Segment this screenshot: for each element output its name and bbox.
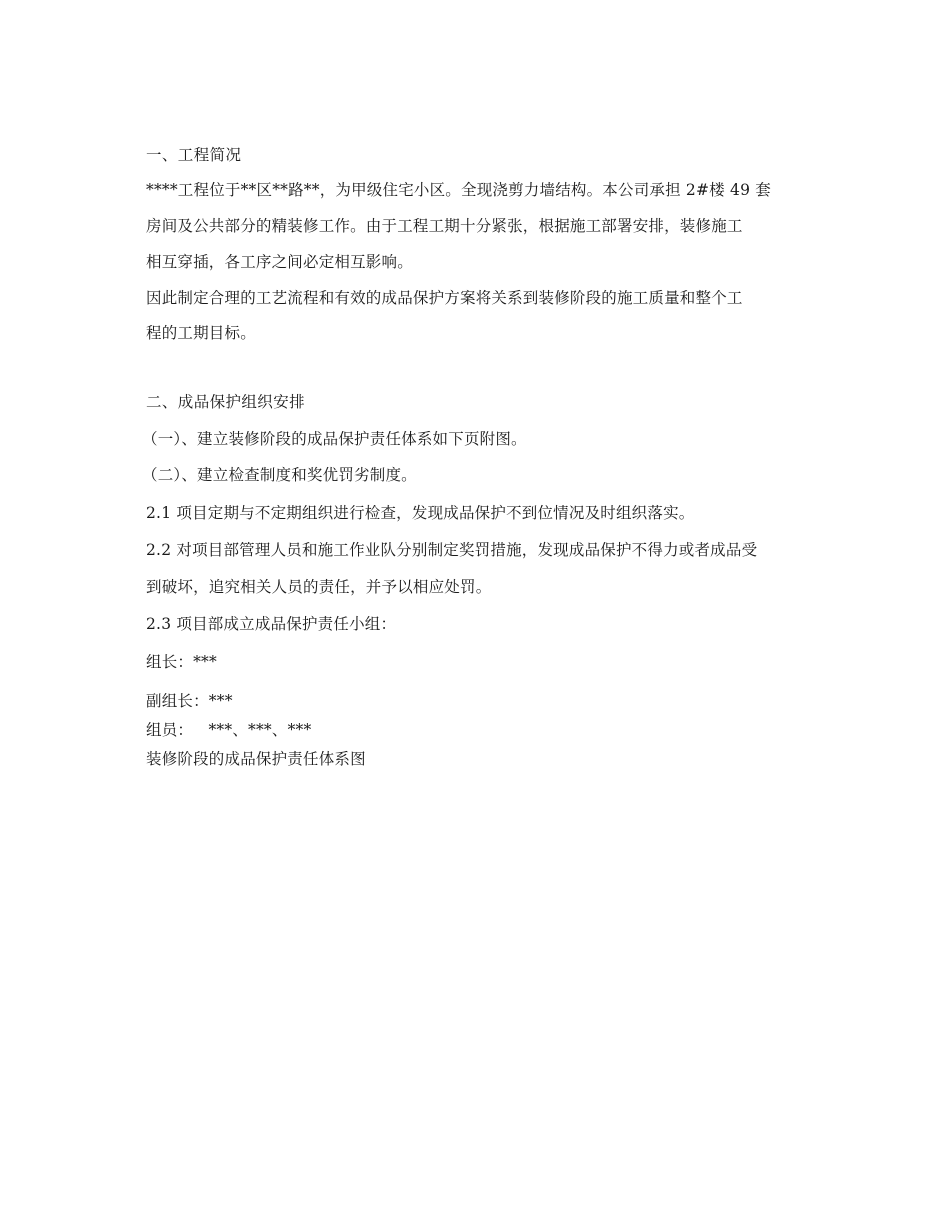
leader-line: 组长：*** [146,653,217,671]
section1-heading: 一、工程简况 [146,146,242,164]
section1-para2-line2: 程的工期目标。 [146,324,256,342]
section1-para2-line1: 因此制定合理的工艺流程和有效的成品保护方案将关系到装修阶段的施工质量和整个工 [146,289,743,307]
clause-2-2-line2: 到破坏，追究相关人员的责任，并予以相应处罚。 [146,578,492,596]
section1-para1-line1: ****工程位于**区**路**，为甲级住宅小区。全现浇剪力墙结构。本公司承担 2#楼 49 套 [146,181,771,199]
diagram-caption: 装修阶段的成品保护责任体系图 [146,750,366,768]
members-line: 组员： ***、***、*** [146,721,312,739]
clause-2-2-line1: 2.2 对项目部管理人员和施工作业队分别制定奖罚措施，发现成品保护不得力或者成品受 [146,541,758,559]
clause-2-1: 2.1 项目定期与不定期组织进行检查，发现成品保护不到位情况及时组织落实。 [146,504,695,522]
clause-2-3: 2.3 项目部成立成品保护责任小组： [146,615,397,633]
section2-heading: 二、成品保护组织安排 [146,393,306,411]
section1-para1-line3: 相互穿插，各工序之间必定相互影响。 [146,253,413,271]
section1-para1-line2: 房间及公共部分的精装修工作。由于工程工期十分紧张，根据施工部署安排，装修施工 [146,217,743,235]
section2-item1: （一）、建立装修阶段的成品保护责任体系如下页附图。 [142,430,527,448]
deputy-leader-line: 副组长：*** [146,692,233,710]
section2-item2: （二）、建立检查制度和奖优罚劣制度。 [142,466,417,484]
